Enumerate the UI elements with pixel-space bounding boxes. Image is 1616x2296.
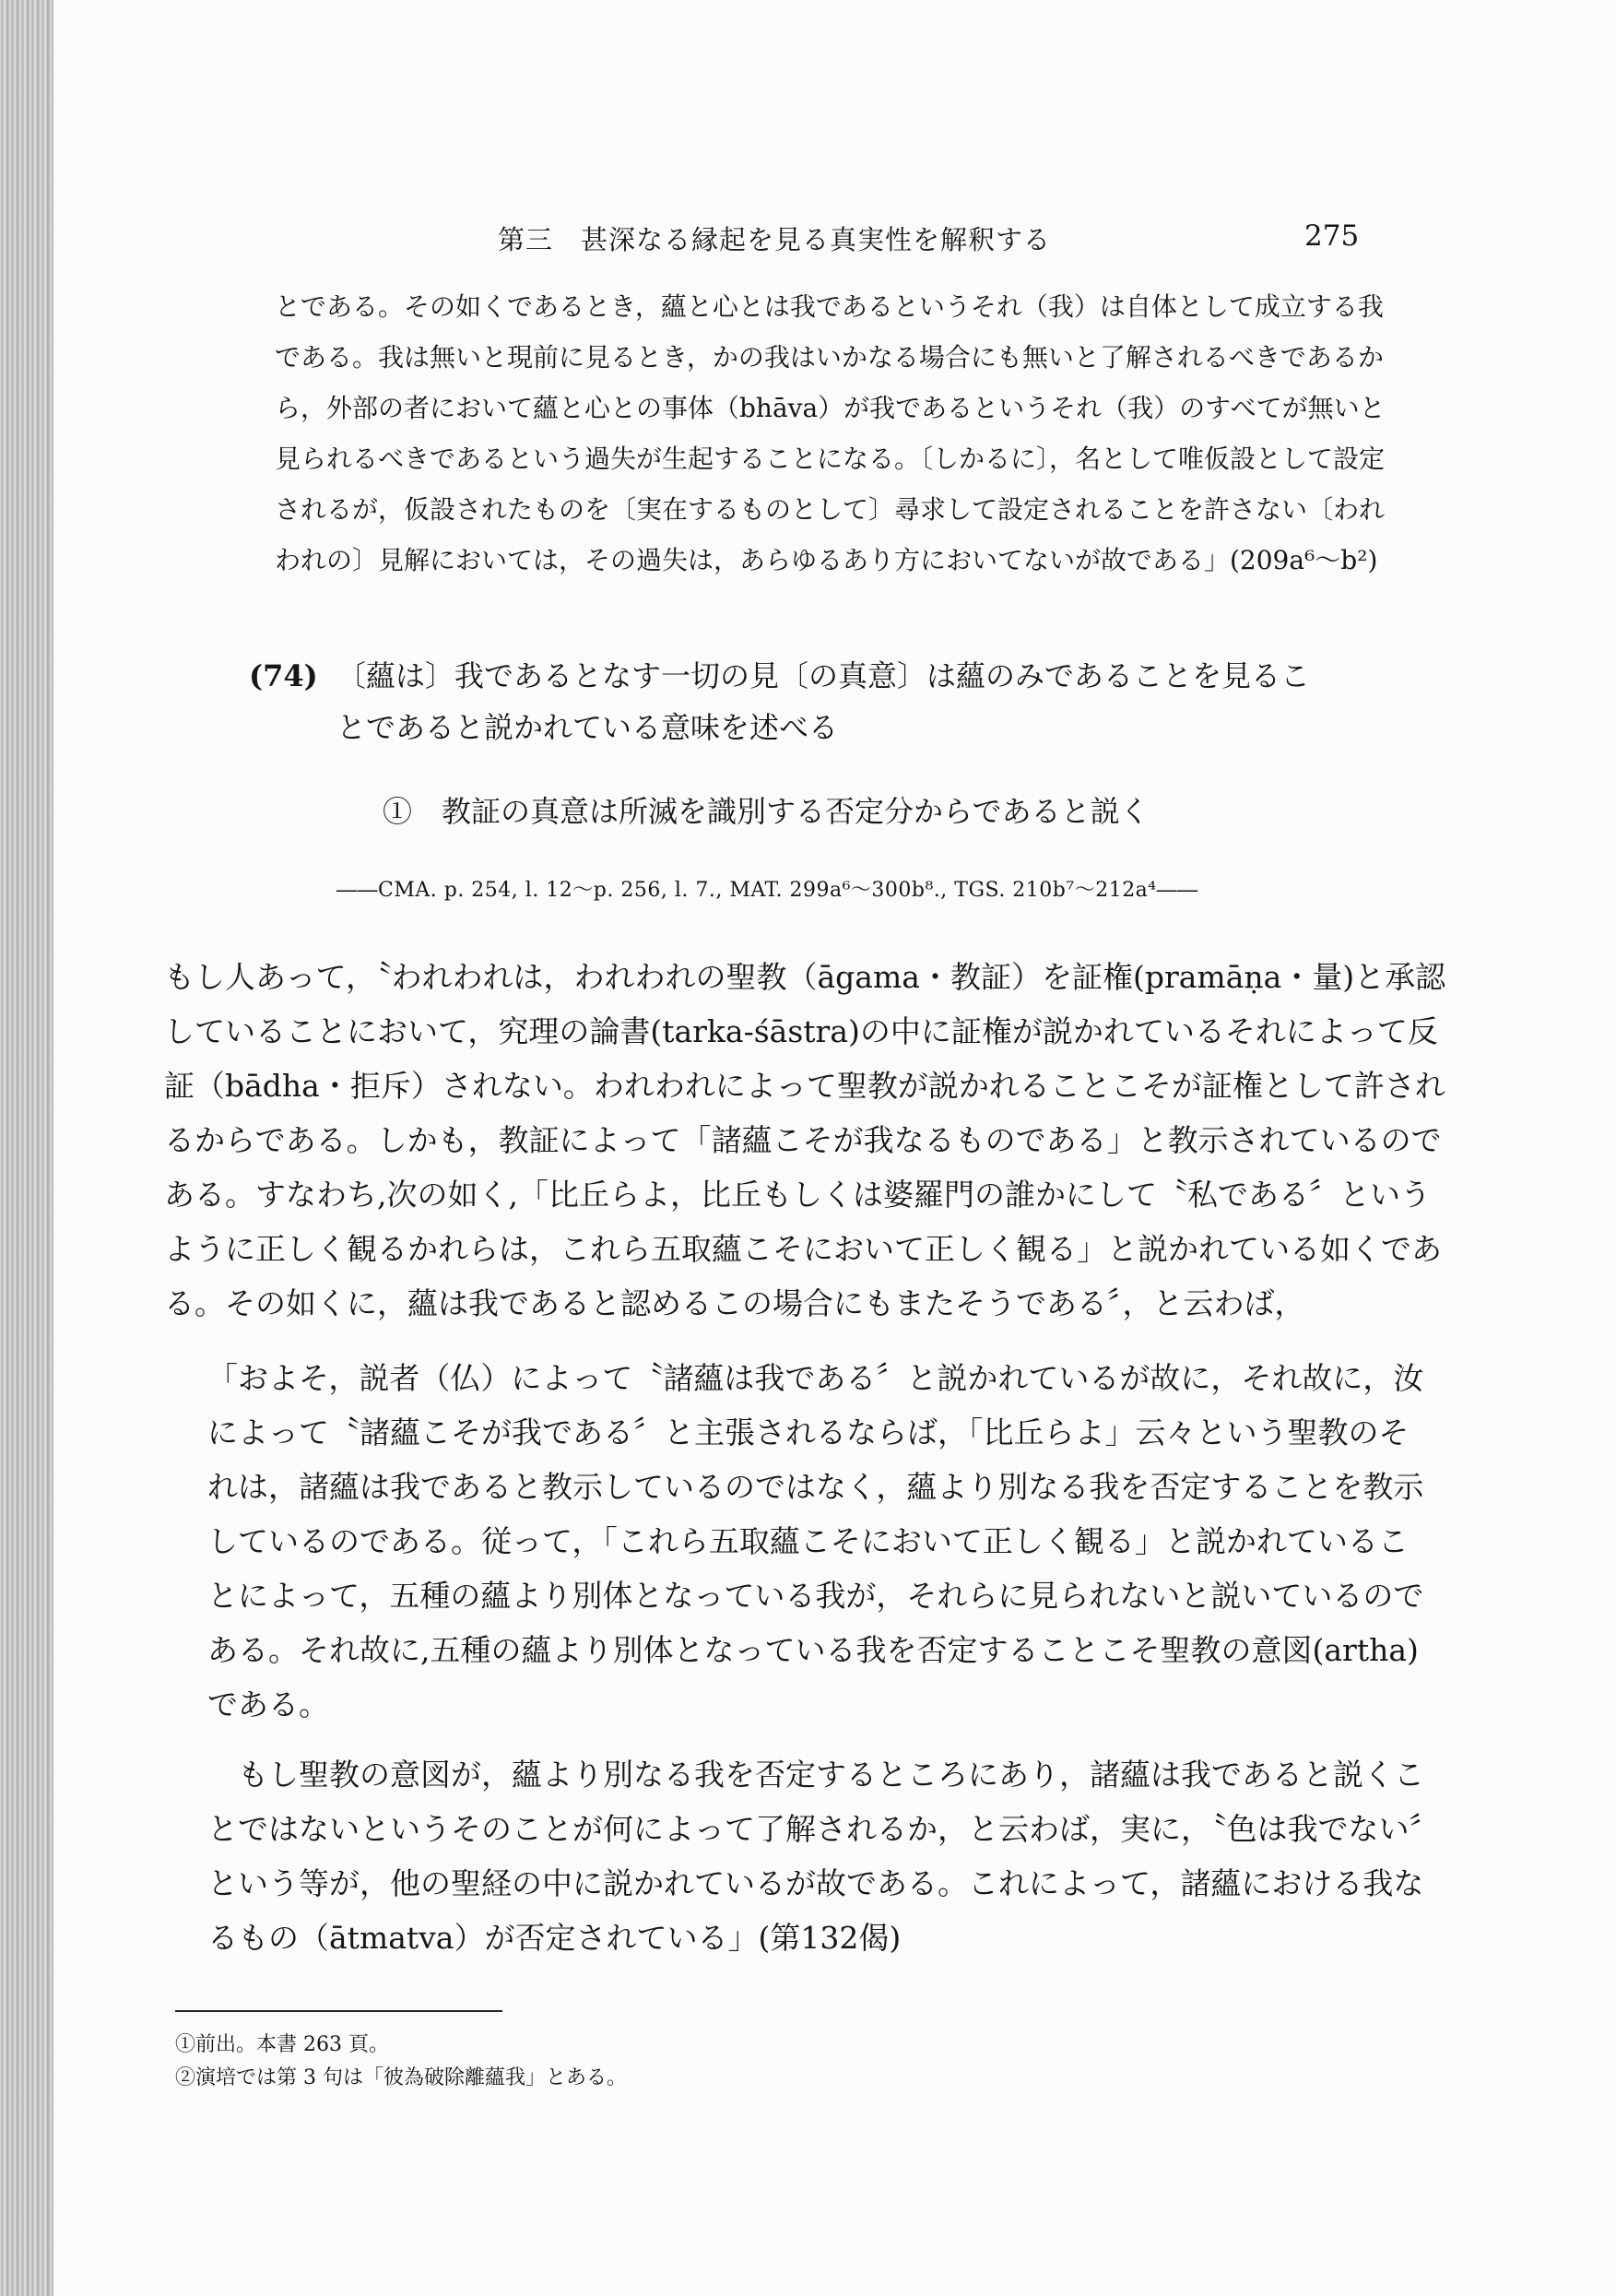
- paragraph-line: れは，諸蘊は我であると教示しているのではなく，蘊より別なる我を否定することを教示: [207, 1469, 1424, 1505]
- paragraph-line: していることにおいて，究理の論書(tarka-śāstra)の中に証権が説かれているそれによって反: [164, 1013, 1438, 1049]
- paragraph-line: る。その如くに，蘊は我であると認めるこの場合にもまたそうである〞，と云わば，: [164, 1285, 1305, 1321]
- paragraph-line: ある。すなわち,次の如く,「比丘らよ，比丘もしくは婆羅門の誰かにして〝私である〞という: [164, 1177, 1431, 1213]
- paragraph-1: [164, 950, 1445, 1331]
- paragraph-line: によって〝諸蘊こそが我である〞と主張されるならば，「比丘らよ」云々という聖教のそ: [207, 1414, 1410, 1450]
- paragraph-line: という等が，他の聖経の中に説かれているが故である。これによって，諸蘊における我な: [207, 1865, 1424, 1901]
- footnote-divider: [175, 2010, 502, 2012]
- section-title-line1: 〔蘊は〕我であるとなす一切の見〔の真意〕は蘊のみであることを見るこ: [336, 658, 1311, 693]
- paragraph-line: 「およそ，説者（仏）によって〝諸蘊は我である〞と説かれているが故に，それ故に，汝: [207, 1360, 1424, 1396]
- scan-edge-shadow: [0, 0, 53, 2296]
- subsection-heading: ① 教証の真意は所滅を識別する否定分からであると説く: [383, 794, 1150, 829]
- quote-line: されるが，仮設されたものを〔実在するものとして〕尋求して設定されることを許さない〔われ: [275, 494, 1386, 525]
- quote-line: とである。その如くであるとき，蘊と心とは我であるというそれ（我）は自体として成立する我: [275, 291, 1384, 322]
- quote-line: 見られるべきであるという過失が生起することになる。〔しかるに〕，名として唯仮設として設定: [275, 444, 1386, 474]
- paragraph-3: [207, 1747, 1440, 1965]
- quote-line: ら，外部の者において蘊と心との事体（bhāva）が我であるというそれ（我）のすべてが無いと: [275, 393, 1386, 423]
- section-title-line2: とであると説かれている意味を述べる: [336, 710, 839, 745]
- paragraph-line: ように正しく観るかれらは，これら五取蘊こそにおいて正しく観る」と説かれている如くであ: [164, 1231, 1442, 1267]
- quote-block: [275, 281, 1386, 586]
- section-heading: [249, 650, 1310, 753]
- paragraph-line: 証（bādha・拒斥）されない。われわれによって聖教が説かれることこそが証権として許され: [164, 1068, 1445, 1104]
- section-number: (74): [249, 658, 318, 693]
- running-header: 第三 甚深なる縁起を見る真実性を解釈する: [498, 224, 1052, 255]
- paragraph-line: るからである。しかも，教証によって「諸蘊こそが我なるものである」と教示されているので: [164, 1122, 1442, 1158]
- footnote-2: ②演培では第 3 句は「彼為破除離蘊我」とある。: [175, 2066, 627, 2089]
- paragraph-line: しているのである。従って，「これら五取蘊こそにおいて正しく観る」と説かれているこ: [207, 1523, 1409, 1559]
- paragraph-line: もし人あって，〝われわれは，われわれの聖教（āgama・教証）を証権(pramāṇa・量)と承認: [164, 959, 1446, 995]
- reference-line: ――CMA. p. 254, l. 12～p. 256, l. 7., MAT. 299a⁶～300b⁸., TGS. 210b⁷～212a⁴――: [336, 879, 1198, 902]
- page-number: 275: [1304, 219, 1360, 253]
- paragraph-line: ある。それ故に,五種の蘊より別体となっている我を否定することこそ聖教の意図(artha): [207, 1632, 1419, 1668]
- paragraph-line: るもの（ātmatva）が否定されている」(第132偈): [207, 1920, 902, 1956]
- footnote-1: ①前出。本書 263 頁。: [175, 2033, 389, 2056]
- paragraph-line: である。: [207, 1686, 329, 1722]
- paragraph-line: とではないというそのことが何によって了解されるか，と云わば，実に，〝色は我でない〞: [207, 1811, 1440, 1847]
- paragraph-2: [207, 1351, 1423, 1732]
- quote-line: われの〕見解においては，その過失は，あらゆるあり方においてないが故である」(209a⁶～b²): [275, 545, 1378, 575]
- paragraph-line: もし聖教の意図が，蘊より別なる我を否定するところにあり，諸蘊は我であると説くこ: [207, 1757, 1424, 1793]
- paragraph-line: とによって，五種の蘊より別体となっている我が，それらに見られないと説いているので: [207, 1578, 1424, 1614]
- quote-line: である。我は無いと現前に見るとき，かの我はいかなる場合にも無いと了解されるべきであるか: [275, 342, 1384, 373]
